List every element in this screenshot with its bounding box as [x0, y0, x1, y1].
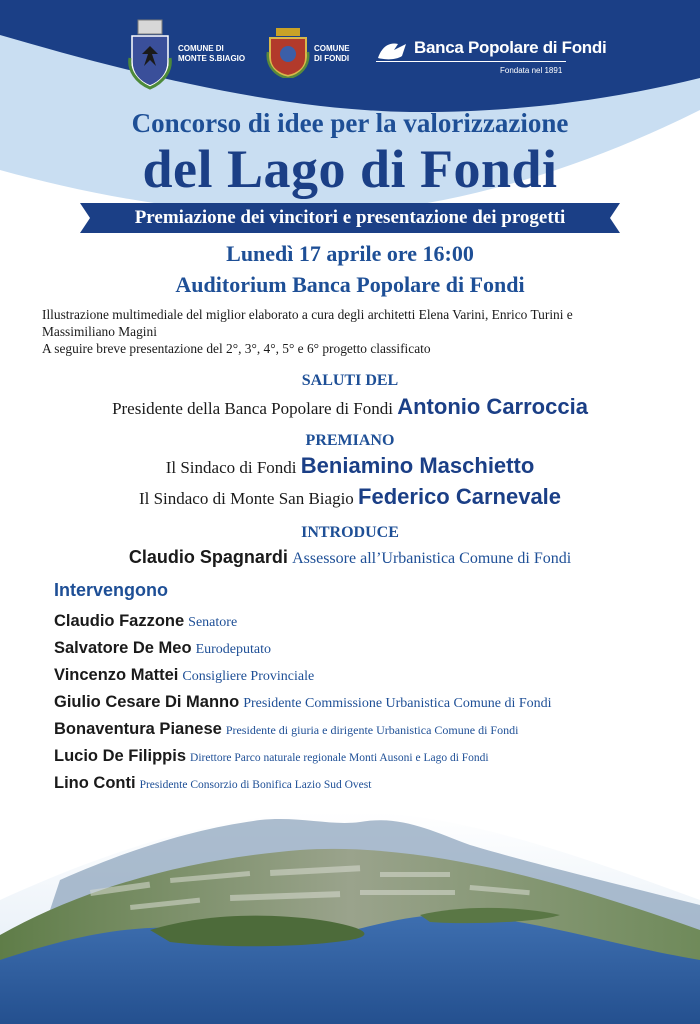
saluti-role: Presidente della Banca Popolare di Fondi	[112, 399, 393, 418]
speaker-row	[54, 720, 518, 739]
title-line-1: Concorso di idee per la valorizzazione	[131, 108, 569, 138]
bank-founded: Fondata nel 1891	[500, 66, 563, 75]
bank-mark-icon	[376, 40, 410, 62]
description-line: Massimiliano Magini	[42, 324, 157, 339]
speaker-row	[54, 612, 237, 631]
event-date: Lunedì 17 aprile ore 16:00	[226, 241, 474, 266]
logo-fondi-label	[314, 44, 350, 64]
speaker-name: Bonaventura Pianese	[54, 720, 222, 738]
saluti-heading: SALUTI DEL	[301, 372, 399, 389]
speaker-role: Presidente Commissione Urbanistica Comune di Fondi	[243, 696, 552, 711]
title-line-2: del Lago di Fondi	[142, 139, 558, 199]
speaker-name: Lino Conti	[54, 774, 136, 792]
bank-divider	[376, 61, 566, 62]
intervengono-heading: Intervengono	[54, 580, 169, 600]
speaker-name: Giulio Cesare Di Manno	[54, 693, 240, 711]
introduce-line	[0, 547, 700, 568]
premiano-item	[0, 453, 700, 479]
bank-name: Banca Popolare di Fondi	[414, 38, 607, 57]
speaker-row	[54, 747, 489, 766]
description-line: A seguire breve presentazione del 2°, 3°, 4°, 5° e 6° progetto classificato	[42, 341, 431, 356]
speaker-role: Presidente di giuria e dirigente Urbanistica Comune di Fondi	[225, 723, 519, 737]
premiano-role: Il Sindaco di Monte San Biagio	[138, 489, 354, 508]
logo-text-line: COMUNE DI	[178, 44, 224, 53]
speaker-row	[54, 639, 271, 658]
premiano-item	[0, 484, 700, 510]
premiano-name: Beniamino Maschietto	[300, 453, 535, 478]
introduce-role: Assessore all’Urbanistica Comune di Fondi	[292, 550, 572, 567]
introduce-heading: INTRODUCE	[301, 524, 399, 541]
speaker-row	[54, 693, 552, 712]
introduce-name: Claudio Spagnardi	[128, 547, 288, 567]
speaker-role: Direttore Parco naturale regionale Monti Ausoni e Lago di Fondi	[190, 752, 489, 764]
logo-text-line: COMUNE	[314, 44, 350, 53]
logo-fondi	[266, 26, 310, 78]
logo-monte-san-biagio	[126, 18, 174, 90]
premiano-role: Il Sindaco di Fondi	[165, 458, 297, 477]
speaker-row	[54, 774, 371, 793]
speaker-role: Consigliere Provinciale	[182, 669, 315, 684]
coat-of-arms-icon	[126, 18, 174, 90]
speaker-role: Senatore	[188, 615, 238, 630]
ribbon-text: Premiazione dei vincitori e presentazione dei progetti	[134, 207, 566, 228]
saluti-name: Antonio Carroccia	[397, 394, 588, 419]
coat-of-arms-icon	[266, 26, 310, 78]
speaker-role: Eurodeputato	[195, 642, 271, 657]
description	[42, 306, 662, 357]
logo-text-line: MONTE S.BIAGIO	[178, 54, 246, 63]
speaker-name: Claudio Fazzone	[54, 612, 185, 630]
logo-text-line: DI FONDI	[314, 54, 350, 63]
logo-monte-san-biagio-label	[178, 44, 245, 64]
premiano-name: Federico Carnevale	[358, 484, 562, 509]
saluti-line	[0, 394, 700, 420]
event-venue: Auditorium Banca Popolare di Fondi	[175, 272, 525, 297]
speaker-name: Vincenzo Mattei	[54, 666, 179, 684]
premiano-heading: PREMIANO	[305, 432, 395, 449]
speaker-row	[54, 666, 314, 685]
speaker-name: Lucio De Filippis	[54, 747, 187, 765]
speaker-role: Presidente Consorzio di Bonifica Lazio Sud Ovest	[139, 779, 372, 791]
description-line: Illustrazione multimediale del miglior elaborato a cura degli architetti Elena Varini, Enrico Turini e	[42, 307, 573, 322]
speaker-name: Salvatore De Meo	[54, 639, 192, 657]
